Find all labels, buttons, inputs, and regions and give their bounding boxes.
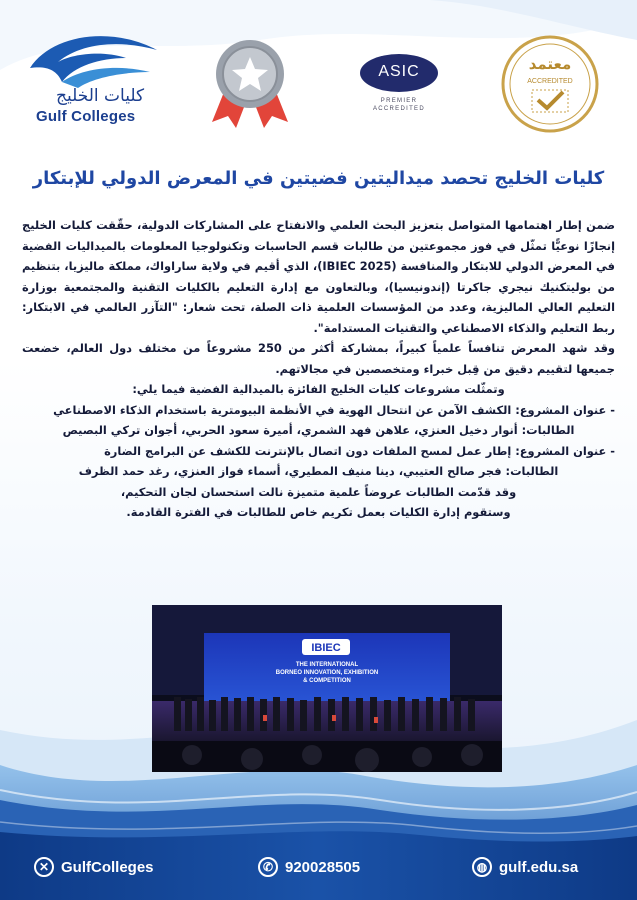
accredited-arabic-label: معتمد [528, 55, 572, 73]
gulf-colleges-arabic-name: كليات الخليج [56, 86, 145, 106]
article-body [22, 215, 615, 523]
project2-students: الطالبات: فجر صالح العتيبي، دينا منيف المطيري، أسماء فواز العنزي، رغد حمد الظرف [78, 464, 559, 478]
footer-social[interactable] [34, 857, 154, 877]
screen-text-line3: & COMPETITION [303, 678, 351, 684]
paragraph-exhibition: وقد شهد المعرض تنافساً علمياً كبيراً، بمشاركة أكثر من 250 مشروعاً من مختلف دول العالم، خضعت جميعها لتقييم دقيق من قِبل خبراء ومتخصصين في مجالاتهم. [22, 341, 615, 376]
project2-title: - عنوان المشروع: إطار عمل لمسح الملفات دون اتصال بالإنترنت للكشف عن البرامج الضارة [104, 443, 615, 458]
closing-line-1: وقد قدّمت الطالبات عروضاً علمية متميزة نالت استحسان لجان التحكيم، [120, 484, 517, 499]
event-photo-illustration [152, 605, 502, 772]
x-social-icon: ✕ [34, 857, 54, 877]
footer-website-url: gulf.edu.sa [499, 858, 579, 876]
footer-phone-number: 920028505 [285, 858, 361, 876]
project1-title: - عنوان المشروع: الكشف الآمن عن انتحال الهوية في الأنظمة البيومترية باستخدام الذكاء الاصطناعي [53, 402, 615, 417]
accredited-english-label: ACCREDITED [527, 78, 573, 85]
article-title: كليات الخليج تحصد ميداليتين فضيتين في المعرض الدولي للإبتكار [32, 168, 605, 189]
phone-icon: ✆ [258, 857, 278, 877]
screen-ibiec-logo: IBIEC [311, 642, 341, 654]
globe-icon: ◍ [472, 857, 492, 877]
gulf-colleges-logo [22, 28, 172, 128]
asic-premier-text: PREMIER [380, 98, 418, 104]
footer-social-handle: GulfColleges [61, 858, 154, 876]
closing-line-2: وستقوم إدارة الكليات بعمل تكريم خاص للطالبات في الفترة القادمة. [126, 505, 511, 519]
gulf-colleges-english-name: Gulf Colleges [36, 108, 136, 125]
paragraph-intro: ضمن إطار اهتمامها المتواصل بتعزيز البحث العلمي والانفتاح على المشاركات الدولية، حقّقت كليات الخليج إنجازًا نوعيًّا تمثّل في فوز مجموعتين من طالبات قسم الحاسبات وتكنولوجيا المعلومات بالميداليات الفضية في المعرض الدولي للابتكار والمنافسة (IBIEC 2025)، الذي أقيم في ولاية ساراواك، مملكة ماليزيا، بتنظيم من بوليتكنيك نيجري جاكرتا (إندونيسيا)، وبالتعاون مع إدارة التعليم بالكليات التقنية والمجتمعية بوزارة التعليم العالي الماليزية، وعدد من المؤسسات العلمية ذات الصلة، تحت شعار: "التآزر العالمي في الابتكار: ربط التعليم والذكاء الاصطناعي والتقنيات المستدامة". [22, 218, 615, 335]
asic-logo [358, 54, 440, 118]
screen-text-line1: THE INTERNATIONAL [295, 662, 359, 668]
project1-students: الطالبات: أنوار دخيل العنزي، علاهن فهد الشمري، أميرة سعود الحربي، أجوان تركي البصيص [62, 423, 575, 437]
footer-phone[interactable] [258, 857, 360, 877]
screen-text-line2: BORNEO INNOVATION, EXHIBITION [275, 670, 379, 676]
gulf-wave-icon [22, 28, 172, 90]
asic-name: ASIC [378, 63, 420, 80]
footer [0, 845, 637, 890]
asic-accredited-text: ACCREDITED [372, 106, 425, 112]
silver-medal-icon [210, 36, 290, 128]
projects-intro: وتمثّلت مشروعات كليات الخليج الفائزة بالميدالية الفضية فيما يلي: [132, 382, 505, 396]
header-logos [0, 22, 637, 132]
footer-website[interactable] [472, 857, 578, 877]
accredited-seal-icon [500, 34, 600, 134]
event-photo [152, 605, 502, 772]
